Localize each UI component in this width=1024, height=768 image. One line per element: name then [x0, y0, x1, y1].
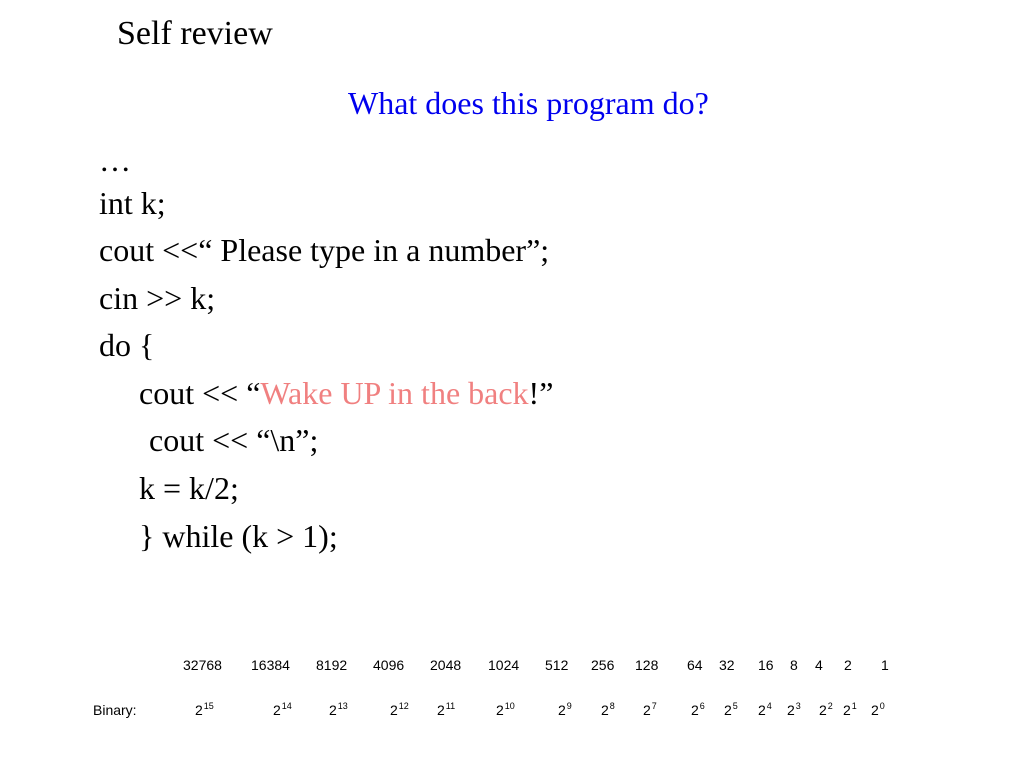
- power-base: 2: [871, 702, 879, 718]
- power-base: 2: [724, 702, 732, 718]
- power-exponent: 13: [337, 701, 348, 711]
- power-base: 2: [643, 702, 651, 718]
- power-value: 1024: [488, 657, 520, 673]
- power-exponent: 7: [651, 701, 657, 711]
- code-line-prompt-end: ”;: [526, 232, 550, 268]
- power-value: 4096: [373, 657, 405, 673]
- power-exponent: 6: [699, 701, 705, 711]
- power-exponent: 8: [609, 701, 615, 711]
- power-of-two: [273, 702, 292, 720]
- power-value: 8192: [316, 657, 348, 673]
- power-value: 1: [881, 657, 889, 673]
- code-line-wake: [139, 373, 553, 413]
- power-base: 2: [601, 702, 609, 718]
- code-line-ellipsis: …: [99, 142, 131, 178]
- power-value: 2: [844, 657, 852, 673]
- binary-label: Binary:: [93, 702, 137, 718]
- power-base: 2: [787, 702, 795, 718]
- power-value: 16384: [251, 657, 290, 673]
- code-line-input: cin >> k;: [99, 280, 216, 316]
- power-base: 2: [496, 702, 504, 718]
- slide-title: Self review: [117, 15, 273, 52]
- power-value: 512: [545, 657, 569, 673]
- power-of-two: [843, 702, 857, 720]
- power-of-two: [437, 702, 455, 720]
- power-exponent: 14: [281, 701, 292, 711]
- power-exponent: 2: [827, 701, 833, 711]
- power-base: 2: [843, 702, 851, 718]
- power-value: 4: [815, 657, 823, 673]
- code-line-while: } while (k > 1);: [139, 518, 338, 554]
- power-value: 16: [758, 657, 774, 673]
- power-base: 2: [758, 702, 766, 718]
- wake-up-text: Wake UP in the back: [260, 375, 529, 411]
- power-value: 128: [635, 657, 659, 673]
- power-value: 2048: [430, 657, 462, 673]
- power-base: 2: [558, 702, 566, 718]
- power-of-two: [390, 702, 409, 720]
- power-exponent: 5: [732, 701, 738, 711]
- power-exponent: 3: [795, 701, 801, 711]
- power-exponent: 15: [203, 701, 214, 711]
- code-line-do: do {: [99, 327, 155, 363]
- code-line-prompt: [99, 230, 549, 270]
- power-exponent: 12: [398, 701, 409, 711]
- power-of-two: [787, 702, 801, 720]
- code-line-declare: int k;: [99, 185, 166, 221]
- code-line-wake-prefix: cout << “: [139, 375, 261, 411]
- power-base: 2: [195, 702, 203, 718]
- power-value: 8: [790, 657, 798, 673]
- power-base: 2: [273, 702, 281, 718]
- code-line-wake-suffix: !”: [528, 375, 554, 411]
- power-of-two: [724, 702, 738, 720]
- power-of-two: [758, 702, 772, 720]
- power-value: 32768: [183, 657, 222, 673]
- power-base: 2: [329, 702, 337, 718]
- power-exponent: 9: [566, 701, 572, 711]
- code-line-newline: cout << “\n”;: [149, 422, 319, 458]
- power-exponent: 0: [879, 701, 885, 711]
- power-of-two: [329, 702, 348, 720]
- power-value: 64: [687, 657, 703, 673]
- power-of-two: [643, 702, 657, 720]
- power-value: 256: [591, 657, 615, 673]
- power-of-two: [871, 702, 885, 720]
- power-base: 2: [819, 702, 827, 718]
- power-exponent: 4: [766, 701, 772, 711]
- power-of-two: [558, 702, 572, 720]
- power-base: 2: [437, 702, 445, 718]
- power-of-two: [819, 702, 833, 720]
- code-line-halve: k = k/2;: [139, 470, 239, 506]
- power-of-two: [496, 702, 515, 720]
- question-heading: What does this program do?: [348, 85, 709, 121]
- power-of-two: [691, 702, 705, 720]
- power-exponent: 11: [445, 701, 456, 711]
- power-exponent: 1: [851, 701, 857, 711]
- power-of-two: [601, 702, 615, 720]
- power-base: 2: [390, 702, 398, 718]
- power-of-two: [195, 702, 214, 720]
- code-line-prompt-text: cout <<“ Please type in a number: [99, 232, 527, 268]
- power-base: 2: [691, 702, 699, 718]
- power-exponent: 10: [504, 701, 515, 711]
- power-value: 32: [719, 657, 735, 673]
